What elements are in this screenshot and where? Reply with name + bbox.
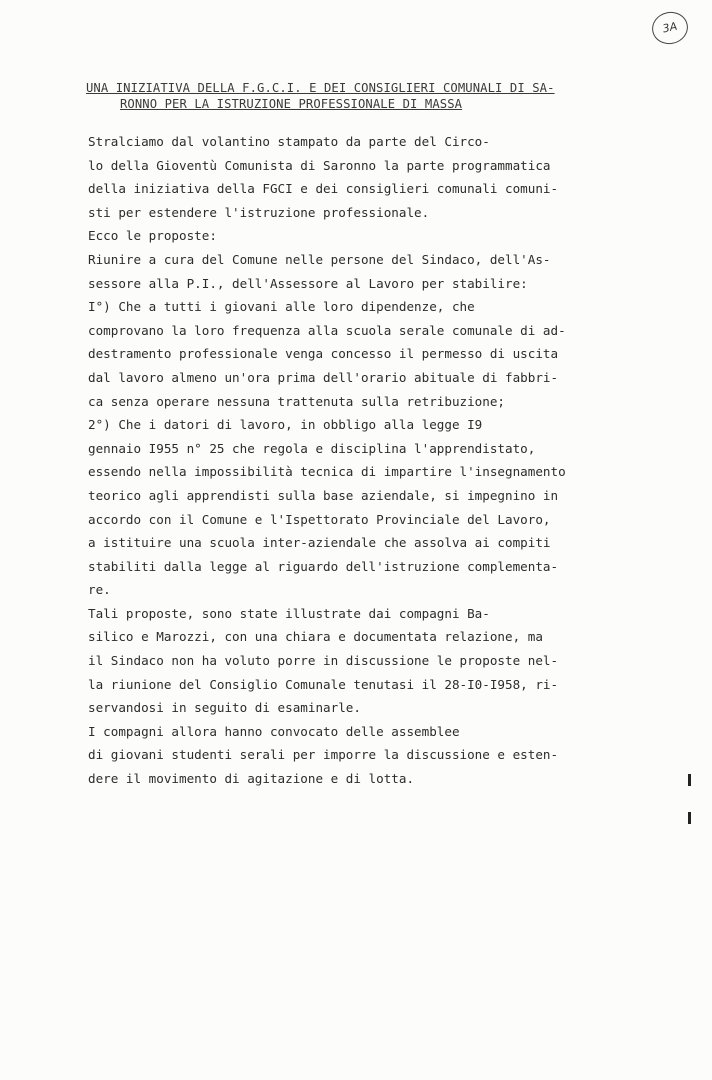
body-line: di giovani studenti serali per imporre la discussione e esten- [88,747,559,763]
margin-mark [688,774,691,786]
body-line: sti per estendere l'istruzione professionale. [88,204,430,220]
body-line: Riunire a cura del Comune nelle persone del Sindaco, dell'As- [88,251,551,267]
body-line: re. [88,582,111,598]
body-line: gennaio I955 n° 25 che regola e disciplina l'apprendistato, [88,440,536,456]
body-line: la riunione del Consiglio Comunale tenutasi il 28-I0-I958, ri- [88,676,559,692]
body-line: I compagni allora hanno convocato delle assemblee [88,723,460,739]
margin-mark [688,812,691,824]
body-line: Ecco le proposte: [88,228,217,244]
body-line: lo della Gioventù Comunista di Saronno la parte programmatica [88,157,551,173]
body-line: 2°) Che i datori di lavoro, in obbligo alla legge I9 [88,417,483,433]
body-line: silico e Marozzi, con una chiara e documentata relazione, ma [88,629,543,645]
body-line: comprovano la loro frequenza alla scuola serale comunale di ad- [88,322,566,338]
body-line: dere il movimento di agitazione e di lotta. [88,771,415,787]
heading-line-1: UNA INIZIATIVA DELLA F.G.C.I. E DEI CONSIGLIERI COMUNALI DI SA- [86,81,555,95]
body-line: essendo nella impossibilità tecnica di impartire l'insegnamento [88,464,566,480]
body-line: destramento professionale venga concesso il permesso di uscita [88,346,559,362]
body-line: della iniziativa della FGCI e dei consiglieri comunali comuni- [88,181,559,197]
body-line: teorico agli apprendisti sulla base aziendale, si impegnino in [88,487,559,503]
body-line: sessore alla P.I., dell'Assessore al Lavoro per stabilire: [88,275,528,291]
heading-line-2: RONNO PER LA ISTRUZIONE PROFESSIONALE DI MASSA [120,97,463,111]
body-line: I°) Che a tutti i giovani alle loro dipendenze, che [88,299,475,315]
body-line: accordo con il Comune e l'Ispettorato Provinciale del Lavoro, [88,511,551,527]
document-heading [86,80,626,112]
body-line: a istituire una scuola inter-aziendale che assolva ai compiti [88,535,551,551]
document-body [88,130,628,791]
body-line: stabiliti dalla legge al riguardo dell'istruzione complementa- [88,558,559,574]
body-line: il Sindaco non ha voluto porre in discussione le proposte nel- [88,653,559,669]
page-number-stamp: 3A [649,9,691,48]
body-line: servandosi in seguito di esaminarle. [88,700,361,716]
body-line: Tali proposte, sono state illustrate dai compagni Ba- [88,605,490,621]
body-line: dal lavoro almeno un'ora prima dell'orario abituale di fabbri- [88,369,559,385]
body-line: Stralciamo dal volantino stampato da parte del Circo- [88,134,490,149]
body-line: ca senza operare nessuna trattenuta sulla retribuzione; [88,393,506,409]
